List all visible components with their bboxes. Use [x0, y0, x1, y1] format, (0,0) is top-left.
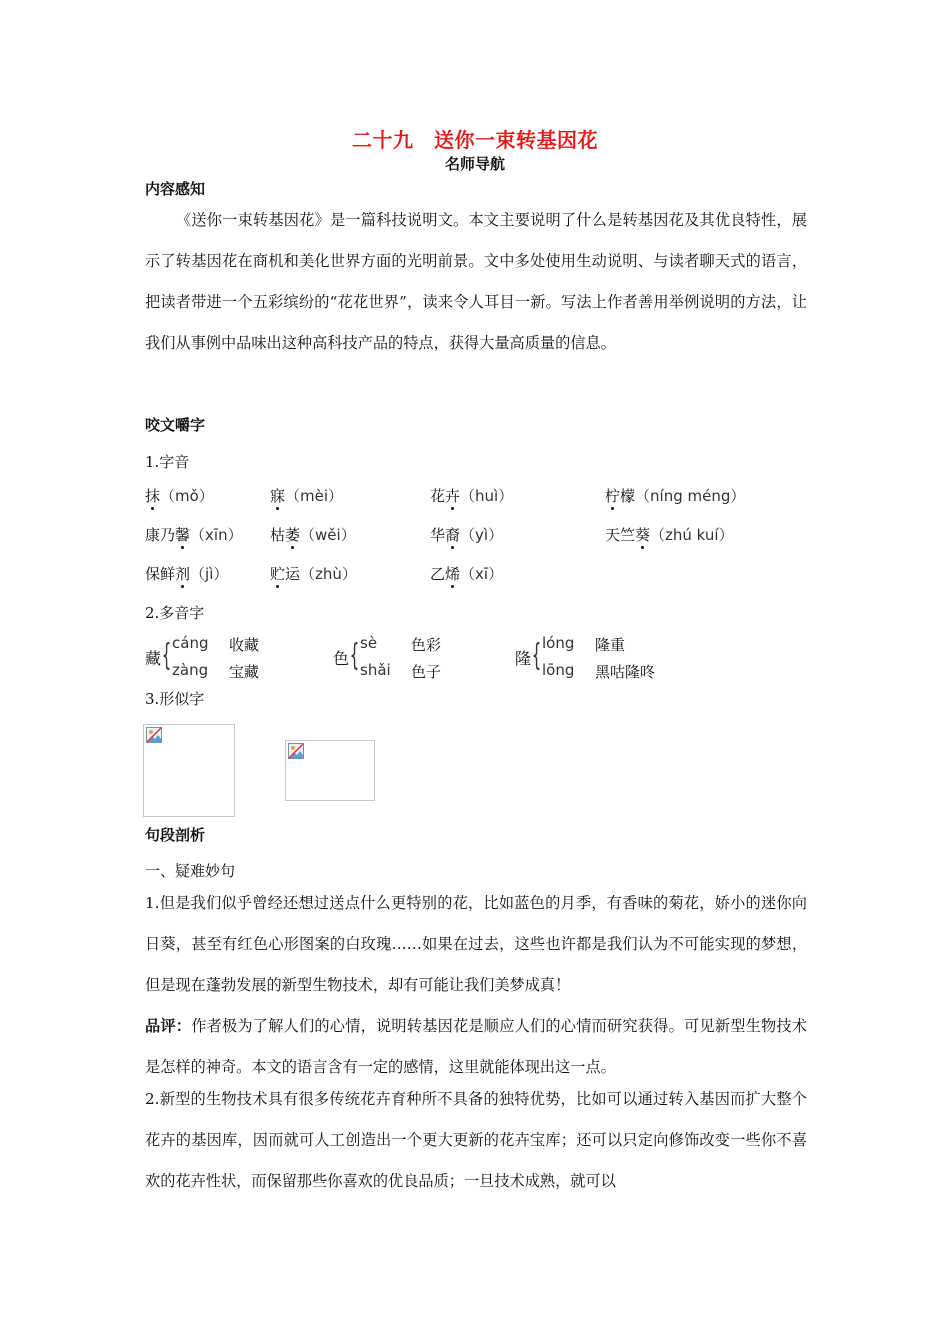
pinyin-text: （mǒ）	[160, 487, 214, 505]
analysis-subheading: 一、疑难妙句	[145, 862, 236, 880]
word-part: 花	[430, 487, 446, 505]
target-char: 萎	[285, 526, 301, 544]
polyphone-word: 隆重	[595, 636, 626, 654]
pinyin-text: （jì）	[190, 565, 229, 583]
image-placeholder-2	[285, 740, 375, 801]
section-heading-words: 咬文嚼字	[145, 416, 206, 434]
polyphone-word: 色彩	[411, 636, 442, 654]
pronunciation-item	[430, 524, 503, 545]
target-char: 抹	[145, 487, 161, 505]
polyphone-pinyin: lōng	[542, 661, 575, 679]
pinyin-text: （yì）	[460, 526, 504, 544]
polyphone-word: 宝藏	[229, 663, 260, 681]
target-char: 贮	[270, 565, 286, 583]
target-char: 剂	[175, 565, 191, 583]
word-part: 乙	[430, 565, 446, 583]
pronunciation-item	[270, 485, 343, 506]
word-part: 枯	[270, 526, 286, 544]
pinyin-text: （xīn）	[190, 526, 243, 544]
pinyin-text: （wěi）	[300, 526, 356, 544]
image-placeholder-1	[143, 724, 235, 817]
pronunciation-item	[145, 485, 214, 506]
word-part: 檬	[620, 487, 636, 505]
pronunciation-item	[430, 563, 503, 584]
similar-label: 3.形似字	[145, 690, 205, 708]
polyphone-char: 藏	[145, 649, 162, 668]
polyphone-pinyin: shǎi	[360, 661, 391, 679]
polyphone-pinyin: lóng	[542, 634, 575, 652]
polyphone-word: 收藏	[229, 636, 260, 654]
pronunciation-item	[605, 524, 734, 545]
pronunciation-label: 1.字音	[145, 453, 190, 471]
brace-symbol: {	[531, 638, 542, 673]
target-char: 寐	[270, 487, 286, 505]
polyphone-pinyin: cáng	[172, 634, 209, 652]
page-title: 二十九 送你一束转基因花	[352, 128, 598, 152]
section-heading-analysis: 句段剖析	[145, 826, 206, 844]
comment-label: 品评：	[145, 1017, 192, 1035]
pinyin-text: （zhù）	[300, 565, 357, 583]
polyphone-char: 色	[333, 649, 350, 668]
polyphone-pinyin: sè	[360, 634, 378, 652]
polyphone-pinyin: zàng	[172, 661, 209, 679]
target-char: 卉	[445, 487, 461, 505]
analysis-item-2: 2.新型的生物技术具有很多传统花卉育种所不具备的独特优势，比如可以通过转入基因而扩大整个花卉的基因库，因而就可人工创造出一个更大更新的花卉宝库；还可以只定向修饰改变一些你不喜欢的花卉性状，而保留那些你喜欢的优良品质；一旦技术成熟，就可以	[145, 1090, 807, 1190]
analysis-item-1: 1.但是我们似乎曾经还想过送点什么更特别的花，比如蓝色的月季，有香味的菊花，娇小的迷你向日葵，甚至有红色心形图案的白玫瑰……如果在过去，这些也许都是我们认为不可能实现的梦想，但是现在蓬勃发展的新型生物技术，却有可能让我们美梦成真！	[145, 894, 807, 994]
content-paragraph: 《送你一束转基因花》是一篇科技说明文。本文主要说明了什么是转基因花及其优良特性，展示了转基因花在商机和美化世界方面的光明前景。文中多处使用生动说明、与读者聊天式的语言，把读者带进一个五彩缤纷的“花花世界”，读来令人耳目一新。写法上作者善用举例说明的方法，让我们从事例中品味出这种高科技产品的特点，获得大量高质量的信息。	[145, 211, 807, 352]
pinyin-text: （mèi）	[285, 487, 344, 505]
polyphone-label: 2.多音字	[145, 604, 205, 622]
polyphone-word: 色子	[411, 663, 442, 681]
polyphone-char: 隆	[515, 649, 532, 668]
word-part: 保鲜	[145, 565, 176, 583]
pronunciation-item	[270, 563, 357, 584]
brace-symbol: {	[161, 638, 172, 673]
polyphone-word: 黑咕隆咚	[595, 663, 656, 681]
target-char: 馨	[175, 526, 191, 544]
word-part: 天竺	[605, 526, 636, 544]
target-char: 柠	[605, 487, 621, 505]
target-char: 裔	[445, 526, 461, 544]
comment-text: 作者极为了解人们的心情，说明转基因花是顺应人们的心情而研究获得。可见新型生物技术是怎样的神奇。本文的语言含有一定的感情，这里就能体现出这一点。	[145, 1017, 808, 1076]
pronunciation-item	[430, 485, 513, 506]
word-part: 康乃	[145, 526, 176, 544]
pinyin-text: （huì）	[460, 487, 514, 505]
pinyin-text: （níng méng）	[635, 487, 746, 505]
word-part: 华	[430, 526, 446, 544]
page-subtitle: 名师导航	[444, 155, 505, 173]
brace-symbol: {	[349, 638, 360, 673]
pinyin-text: （zhú kuí）	[650, 526, 734, 544]
pronunciation-item	[145, 563, 228, 584]
target-char: 烯	[445, 565, 461, 583]
pronunciation-item	[605, 485, 745, 506]
pronunciation-item	[270, 524, 356, 545]
word-part: 运	[285, 565, 301, 583]
pinyin-text: （xī）	[460, 565, 504, 583]
section-heading-content: 内容感知	[145, 180, 206, 198]
analysis-comment	[145, 1006, 807, 1088]
broken-image-icon	[288, 743, 304, 759]
pronunciation-item	[145, 524, 243, 545]
target-char: 葵	[635, 526, 651, 544]
broken-image-icon	[146, 727, 162, 743]
